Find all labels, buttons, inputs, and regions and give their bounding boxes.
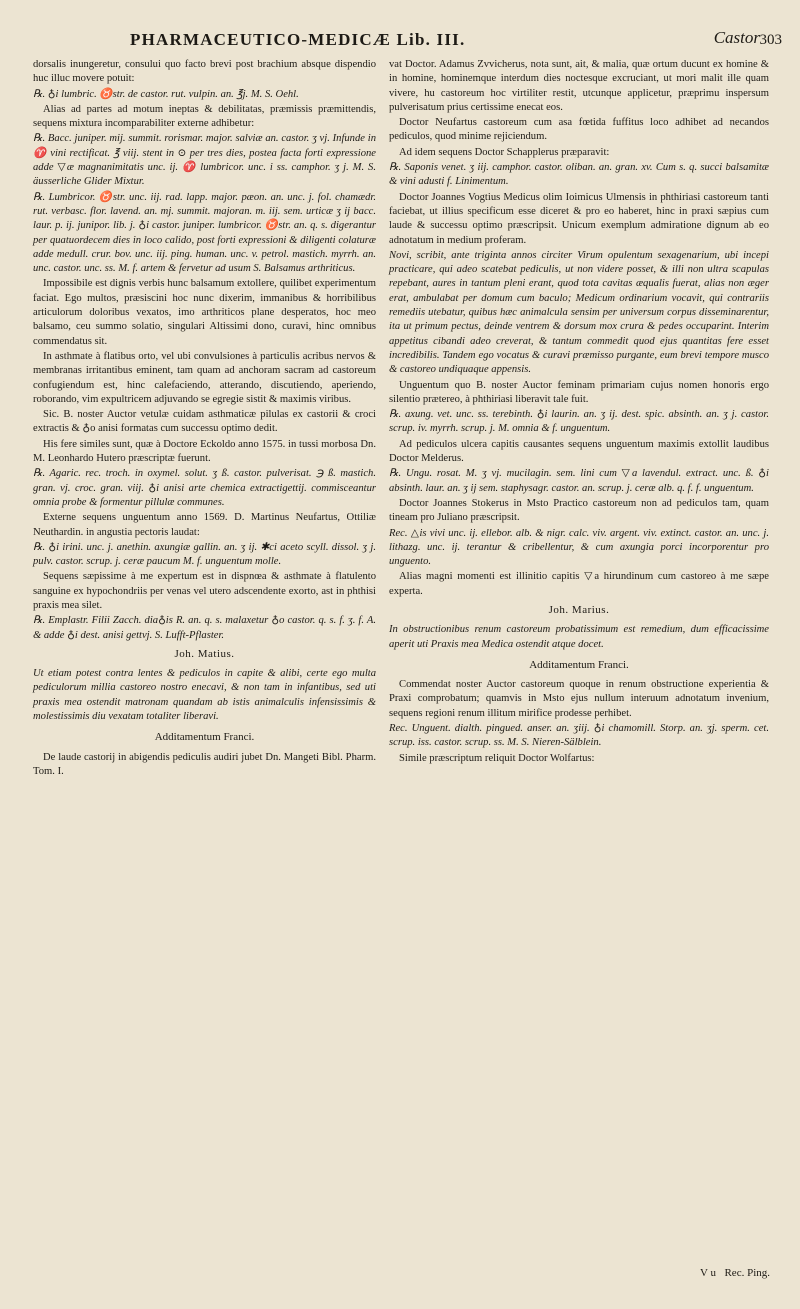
page-header [30, 30, 782, 56]
right-column [389, 58, 769, 767]
text-paragraph: Simile præscriptum reliquit Doctor Wolfartus: [399, 752, 595, 764]
text-paragraph: Sequens sæpissime à me expertum est in dispnœa & asthmate à flatulento sanguine ex hypochondriis per venas vel utero adscendente exorto, ast in phthisi praxis mea silet. [33, 571, 376, 611]
text-paragraph: Doctor Neufartus castoreum cum asa fœtida fuffitus loco adhibet ad necandos pediculos, quod minime rejiciendum. [389, 117, 769, 143]
page-number: 303 [759, 32, 782, 48]
recipe-paragraph: Rec. Unguent. dialth. pingued. anser. an. ʒiij. ♁i chamomill. Storp. an. ʒj. sperm. cet. scrup. iss. castor. scrup. ss. M. S. Nieren-Sälblein. [389, 723, 769, 749]
recipe-paragraph: ℞. Emplastr. Filii Zacch. dia♁is R. an. q. s. malaxetur ♁o castor. q. s. f. ʒ. f. A. & adde ♁i dest. anisi gettvj. S. Lufft-Pflaster. [33, 615, 376, 641]
left-column [33, 58, 376, 780]
text-paragraph: Ad idem sequens Doctor Schapplerus præparavit: [399, 146, 610, 158]
text-paragraph: Commendat noster Auctor castoreum quoque in renum obstructione experientia & Praxi comprobatum; quamvis in Msto ejus nullum interuum adnotatum invenium, sequens regioni renum illitum mirifice prodesse perhibet. [389, 679, 769, 719]
text-paragraph: Alias ad partes ad motum ineptas & debilitatas, præmissis præmittendis, sequens mixtura incomparabiliter externe adhibetur: [33, 103, 376, 130]
text-paragraph: dorsalis inungeretur, consului quo facto brevi post brachium absque dispendio huc illuc movere potuit: [33, 59, 376, 85]
recipe-paragraph: ℞. Agaric. rec. troch. in oxymel. solut. ʒ ß. castor. pulverisat. ℈ ß. mastich. gran. vj. croc. gran. viij. ♁i anisi arte chemica extractigettij. commisceantur omnia probe & formentur pillulæ communes. [33, 468, 376, 508]
recipe-paragraph: ℞. Saponis venet. ʒ iij. camphor. castor. oliban. an. gran. xv. Cum s. q. succi balsamitæ & vini adusti f. Linimentum. [389, 162, 769, 188]
author-signature: Joh. Marius. [548, 603, 610, 616]
signature-mark: V u [700, 1267, 716, 1279]
text-paragraph: Impossibile est dignis verbis hunc balsamum extollere, quilibet experimentum faciat. Ego multos, præsiscini hoc nunc dixerim, immanibus & horribilibus articulorum doloribus vexatos, imo arthriticos plane desperatos, hoc meo balsamo, ceu summo solatio, singulari Altissimi dono, curavi, hinc omnibus commendatus sit. [33, 278, 376, 347]
recipe-paragraph: ℞. Ungu. rosat. M. ʒ vj. mucilagin. sem. lini cum ▽a lavendul. extract. unc. ß. ♁i absinth. laur. an. ʒ ij sem. staphysagr. castor. an. scrup. j. ceræ alb. q. f. f. unguentum. [389, 468, 769, 494]
text-paragraph: Doctor Joannes Stokerus in Msto Practico castoreum non ad pediculos tam, quam tineam pro Juliano præscripsit. [389, 497, 769, 524]
text-paragraph: Unguentum quo B. noster Auctor feminam primariam cujus nomen honoris ergo silentio prætereo, à phthiriasi liberavit tale fuit. [389, 379, 769, 405]
section-heading: Additamentum Franci. [154, 731, 255, 744]
topic-label: Castor [713, 28, 760, 47]
text-paragraph: Alias magni momenti est illinitio capitis ▽a hirundinum cum castoreo à me sæpe experta. [389, 571, 769, 597]
recipe-paragraph: ℞. Lumbricor. ♉str. unc. iij. rad. lapp. major. pæon. an. unc. j. fol. chamædr. rut. verbasc. flor. lavend. an. mj. summit. majoran. m. iij. sem. urticæ ʒ ij bacc. laur. p. ij. junipor. lib. j. ♁i castor. juniper. lumbricor. ♉str. an. q. s. digerantur per quatuordecem dies in loco calido, post forti expressioni & diligenti colaturæ adde medull. crur. bov. unc. iij. ping. human. unc. v. petrol. mastich. myrrh. an. unc. castor. unc. ss. M. f. artem & fervetur ad usum S. Balsamus arthriticus. [33, 191, 376, 275]
text-paragraph: Doctor Joannes Vogtius Medicus olim Ioimicus Ulmensis in phthiriasi castoreum tanti faciebat, ut illius specificum esse diceret & pro eo haberet, hinc in praxi sæpius cum laude & successu optimo præscripsit. Unicum exemplum admiratione dignum ab eo adnotatum in medium proferam. [389, 191, 769, 246]
catchword: Rec. Ping. [724, 1267, 770, 1279]
text-paragraph: His fere similes sunt, quæ à Doctore Eckoldo anno 1575. in tussi morbosa Dn. M. Leonhardo Hutero præscriptæ fuerunt. [33, 438, 376, 465]
text-paragraph: Sic. B. noster Auctor vetulæ cuidam asthmaticæ pilulas ex castorii & croci extractis & ♁o anisi formatas cum successu optimo dedit. [33, 409, 376, 435]
text-paragraph: Ad pediculos ulcera capitis causantes sequens unguentum maximis extollit laudibus Doctor Melderus. [389, 438, 769, 465]
text-paragraph: De laude castorij in abigendis pediculis audiri jubet Dn. Mangeti Bibl. Pharm. Tom. I. [33, 751, 376, 777]
author-signature: Joh. Matius. [174, 647, 235, 660]
recipe-paragraph: ℞. axung. vet. unc. ss. terebinth. ♁i laurin. an. ʒ ij. dest. spic. absinth. an. ʒ j. castor. scrup. iv. myrrh. scrup. j. M. omnia & f. unguentum. [389, 409, 769, 435]
recipe-paragraph: ℞. ♁i lumbric. ♉str. de castor. rut. vulpin. an. ℥j. M. S. Oehl. [33, 88, 299, 100]
text-paragraph: Externe sequens unguentum anno 1569. D. Martinus Neufartus, Ottiliæ Neuthardin. in angustia pectoris laudat: [33, 512, 376, 538]
recipe-paragraph: Ut etiam potest contra lentes & pediculos in capite & alibi, certe ego multa pediculorum millia castoreo nostro enecavi, & non tam in infantibus, sed uti praxis mea ostendit matronam quandam ab istis animalculis infensissimis & molestissimis diu vexatam totaliter liberavi. [33, 668, 376, 723]
section-heading: Additamentum Franci. [529, 658, 629, 671]
recipe-paragraph: Novi, scribit, ante triginta annos circiter Virum opulentum sexagenarium, ubi incepi practicare, qui adeo scatebat pediculis, ut non videre posset, & illi non ultra scapulas repebant, aures in tantum pleni erant, quod tota cavitas æqualis fuerat, alias non æger erat, ambulabat per domum cum baculo; Medicum ordinarium vocavit, qui contrariis remediis utebatur, quibus hæc animalcula sensim per universum corpus disseminarentur, ita ut primum pectus, deinde ventrem & dorsum mox crura & pedes occuparint. Interim appetitus cibandi adeo creverat, & tantum commedit quod ejus quantitas fere esset incredibilis. Tandem ego vocatus & curavi præmisso purgante, eum brevi tempore musco & castoreo undiquaque appensis. [389, 249, 769, 376]
recipe-paragraph: ℞. ♁i irini. unc. j. anethin. axungiæ gallin. an. ʒ ij. ✱ci aceto scyll. dissol. ʒ j. pulv. castor. scrup. j. ceræ paucum M. f. unguentum molle. [33, 541, 376, 568]
running-head: PHARMACEUTICO-MEDICÆ Lib. III. [130, 30, 466, 49]
text-paragraph: vat Doctor. Adamus Zvvicherus, nota sunt, ait, & malia, quæ ortum ducunt ex homine & in homine, hominemque interdum dies noctesque excruciant, ut mori malit ille quam vivere, hu castoreum hoc virtiliter restit, utcunque applicetur, præprimu inspersum pulverisatum prius certissime enecat eos. [389, 59, 769, 113]
text-paragraph: In asthmate à flatibus orto, vel ubi convulsiones à particulis acribus nervos & membranas irritantibus eminent, tam quam ad anchoram sacram ad castoreum confugiendum est, hinc calefaciendo, atterando, discutiendo, aperiendo, roborando, vim expultricem adjuvando se egregie sistit & maximis viribus. [33, 350, 376, 405]
recipe-paragraph: Rec. △is vivi unc. ij. ellebor. alb. & nigr. calc. viv. argent. viv. extinct. castor. an. unc. j. lithazg. unc. ij. terantur & cribellentur, & cum axungia porci incorporentur pro unguento. [389, 527, 769, 568]
recipe-paragraph: ℞. Bacc. juniper. mij. summit. rorismar. major. salviæ an. castor. ʒ vj. Infunde in ♈ vini rectificat. ℥ viij. stent in ⊙ per tres dies, postea facta forti expressione adde ▽æ magnanimitatis unc. ij. ♈ lumbricor. unc. i ss. camphor. ʒ j. M. S. äusserliche Glider Mixtur. [33, 133, 376, 188]
recipe-paragraph: In obstructionibus renum castoreum probatissimum est remedium, dum efficacissime aperit uti Praxis mea Medica ostendit atque docet. [389, 624, 769, 650]
